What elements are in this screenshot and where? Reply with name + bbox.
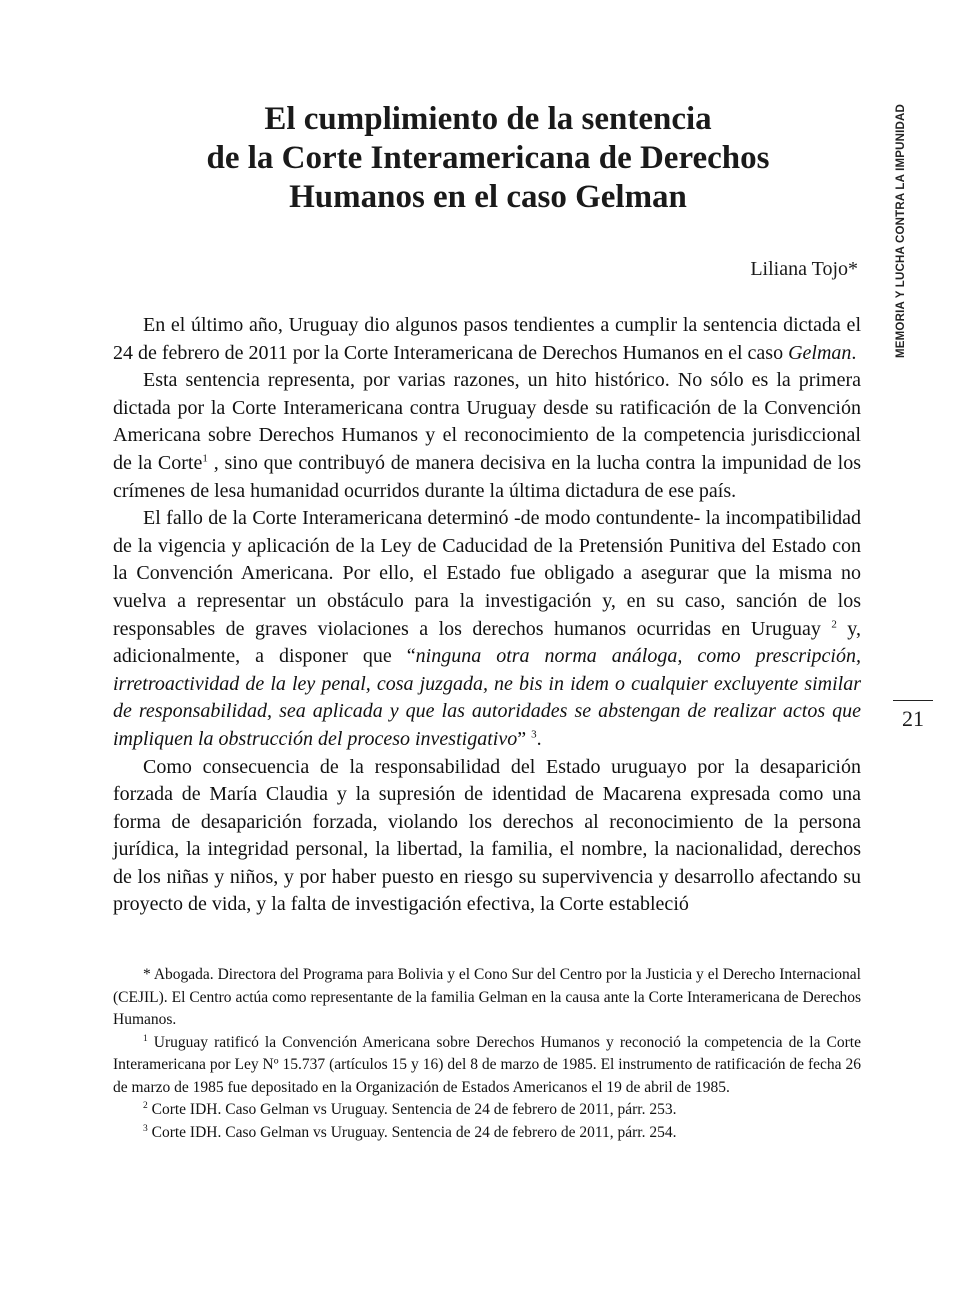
footnote-star-text: Abogada. Directora del Programa para Bolivia y el Cono Sur del Centro por la Justicia y el Derecho Internacional (CEJIL). El Centro actúa como representante de la familia Gelman en la causa ante la Corte Interamericana de Derechos Humanos. <box>113 966 861 1028</box>
p1-text: En el último año, Uruguay dio algunos pasos tendientes a cumplir la sentencia dictada el 24 de febrero de 2011 por la Corte Interamericana de Derechos Humanos en el caso <box>113 314 861 364</box>
title-line-1: El cumplimiento de la sentencia <box>264 101 712 137</box>
footnote-3-text: Corte IDH. Caso Gelman vs Uruguay. Sentencia de 24 de febrero de 2011, párr. 254. <box>147 1123 677 1141</box>
p2-text-a: Esta sentencia representa, por varias razones, un hito histórico. No sólo es la primera dictada por la Corte Interamericana contra Uruguay desde su ratificación de la Convención Americana sobre Derechos Humanos y el reconocimiento de la competencia jurisdiccional de la Corte <box>113 369 861 474</box>
footnote-1 <box>113 1032 861 1100</box>
p2-text-b: , sino que contribuyó de manera decisiva en la lucha contra la impunidad de los crímenes de lesa humanidad ocurridos durante la última dictadura de ese país. <box>113 451 861 502</box>
footnote-ref-2: 2 <box>831 617 837 630</box>
paragraph-3 <box>113 505 861 753</box>
p3-italic-quote: ninguna otra norma análoga, como prescripción, irretroactividad de la ley penal, cosa juzgada, ne bis in idem o cualquier excluyente similar de responsabilidad, sea aplicada y que las autoridades se abstengan de realizar actos que impliquen la obstrucción del proceso investigativo <box>113 645 861 750</box>
p3-text-e: . <box>536 727 542 750</box>
footnote-star-marker: * <box>143 966 151 983</box>
footnote-2-marker: 2 <box>143 1100 148 1111</box>
footnotes <box>113 964 861 1144</box>
paragraph-4: Como consecuencia de la responsabilidad del Estado uruguayo por la desaparición forzada de María Claudia y la supresión de identidad de Macarena expresada como una forma de desaparición forzada, violando los derechos al reconocimiento de la persona jurídica, la integridad personal, la libertad, la familia, el nombre, la nacionalidad, derechos de los niñas y niños, y por haber puesto en riesgo su supervivencia y desarrollo afectando su proyecto de vida, y la falta de investigación efectiva, la Corte estableció <box>113 755 861 916</box>
p1-end: . <box>851 341 857 364</box>
p3-text-b: y, adicionalmente, a disponer que “ <box>113 617 862 668</box>
footnote-ref-1: 1 <box>202 452 208 465</box>
paragraph-1 <box>113 312 861 367</box>
title-line-3: Humanos en el caso Gelman <box>289 179 687 215</box>
p3-text-d: ” <box>517 727 532 750</box>
p3-text-a: El fallo de la Corte Interamericana determinó -de modo contundente- la incompatibilidad de la vigencia y aplicación de la Ley de Caducidad de la Pretensión Punitiva del Estado con la Convención Americana. Por ello, el Estado fue obligado a asegurar que la misma no vuelva a representar un obstáculo para la investigación y, en su caso, sanción de los responsables de graves violaciones a los derechos humanos ocurridas en Uruguay <box>113 507 861 640</box>
footnote-ref-3: 3 <box>531 728 537 741</box>
footnote-1-text: Uruguay ratificó la Convención Americana sobre Derechos Humanos y reconoció la competencia de la Corte Interamericana por Ley Nº 15.737 (artículos 15 y 16) del 8 de marzo de 1985. El instrumento de ratificación de fecha 26 de marzo de 1985 fue depositado en la Organización de Estados Americanos el 19 de abril de 1985. <box>113 1033 861 1096</box>
p1-italic-case: Gelman <box>788 341 852 364</box>
footnote-3-marker: 3 <box>143 1123 148 1134</box>
author-name: Liliana Tojo* <box>750 258 858 280</box>
page-number: 21 <box>902 706 924 731</box>
footnote-2-text: Corte IDH. Caso Gelman vs Uruguay. Sentencia de 24 de febrero de 2011, párr. 253. <box>147 1101 677 1118</box>
article-title <box>140 100 836 217</box>
paragraph-2 <box>113 367 861 505</box>
footnote-author <box>113 964 861 1032</box>
footnote-3 <box>113 1122 861 1145</box>
footnote-2 <box>113 1099 861 1122</box>
folio-rule <box>893 700 933 701</box>
body-text <box>113 312 861 919</box>
running-head-vertical: MEMORIA Y LUCHA CONTRA LA IMPUNIDAD <box>895 103 907 358</box>
title-line-2: de la Corte Interamericana de Derechos <box>206 140 770 176</box>
footnote-1-marker: 1 <box>143 1033 148 1044</box>
